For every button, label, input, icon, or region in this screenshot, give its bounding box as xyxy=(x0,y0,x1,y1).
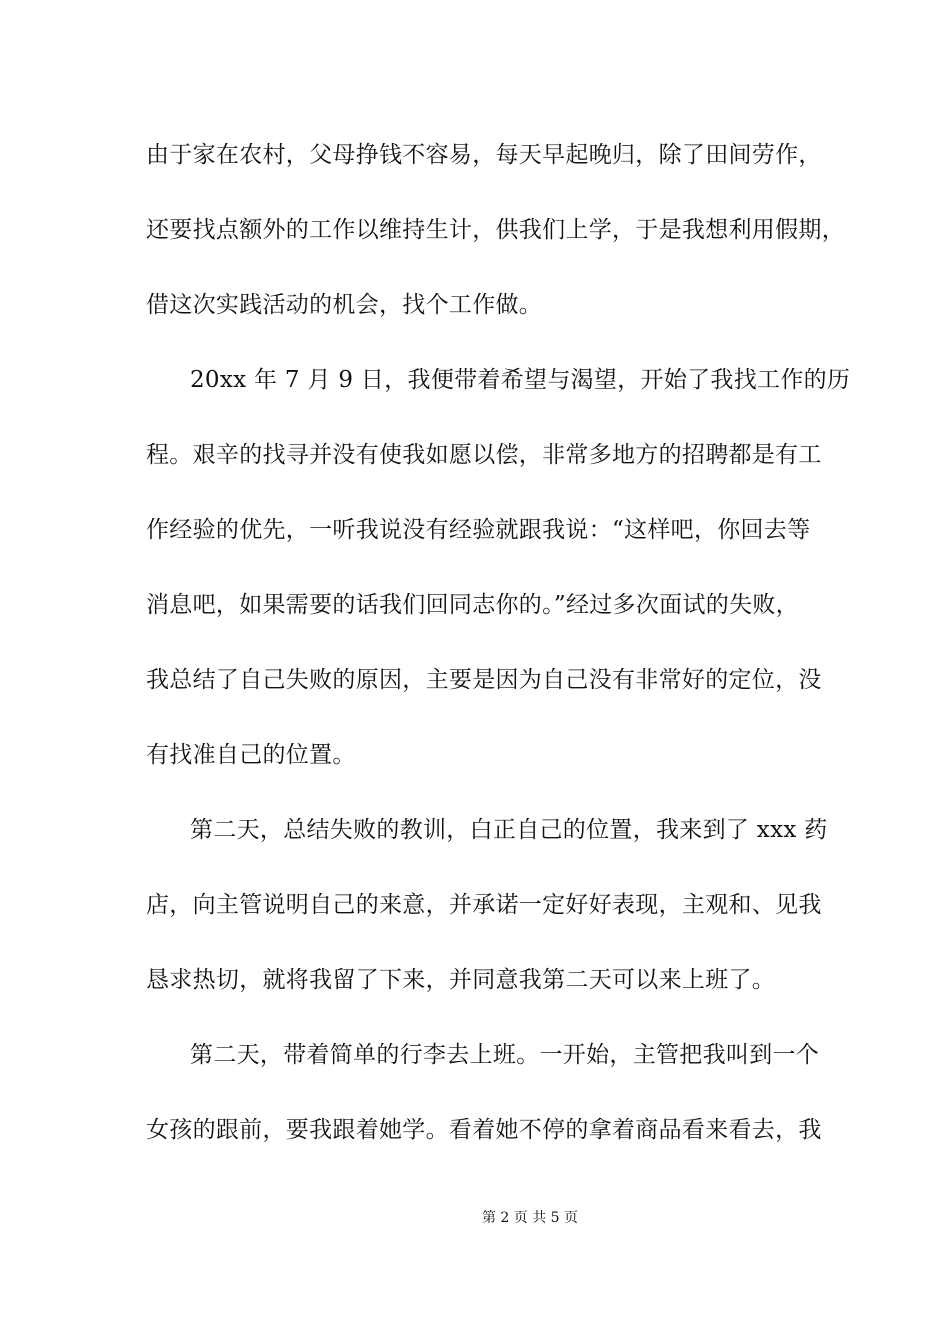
body-line: 借这次实践活动的机会，找个工作做。 xyxy=(146,292,543,318)
body-line: 女孩的跟前，要我跟着她学。看着她不停的拿着商品看来看去，我 xyxy=(146,1117,822,1143)
paragraph-first-line: 第二天，总结失败的教训，白正自己的位置，我来到了 xxx 药 xyxy=(190,817,828,843)
paragraph-first-line: 20xx 年 7 月 9 日，我便带着希望与渴望，开始了我找工作的历 xyxy=(190,367,851,393)
body-line: 我总结了自己失败的原因，主要是因为自己没有非常好的定位，没 xyxy=(146,667,822,693)
paragraph-first-line: 第二天，带着简单的行李去上班。一开始，主管把我叫到一个 xyxy=(190,1042,820,1068)
body-line: 店，向主管说明自己的来意，并承诺一定好好表现，主观和、见我 xyxy=(146,892,822,918)
page-number-footer: 第 2 页 共 5 页 xyxy=(481,1210,579,1226)
body-line: 有找准自己的位置。 xyxy=(146,742,356,768)
body-line: 恳求热切，就将我留了下来，并同意我第二天可以来上班了。 xyxy=(146,967,776,993)
body-line: 由于家在农村，父母挣钱不容易，每天早起晚归，除了田间劳作， xyxy=(146,142,822,168)
body-line: 还要找点额外的工作以维持生计，供我们上学，于是我想利用假期， xyxy=(146,217,845,243)
body-line: 作经验的优先，一听我说没有经验就跟我说：“这样吧，你回去等 xyxy=(146,517,811,543)
body-line: 消息吧，如果需要的话我们回同志你的。”经过多次面试的失败， xyxy=(146,592,799,618)
body-line: 程。艰辛的找寻并没有使我如愿以偿，非常多地方的招聘都是有工 xyxy=(146,442,822,468)
